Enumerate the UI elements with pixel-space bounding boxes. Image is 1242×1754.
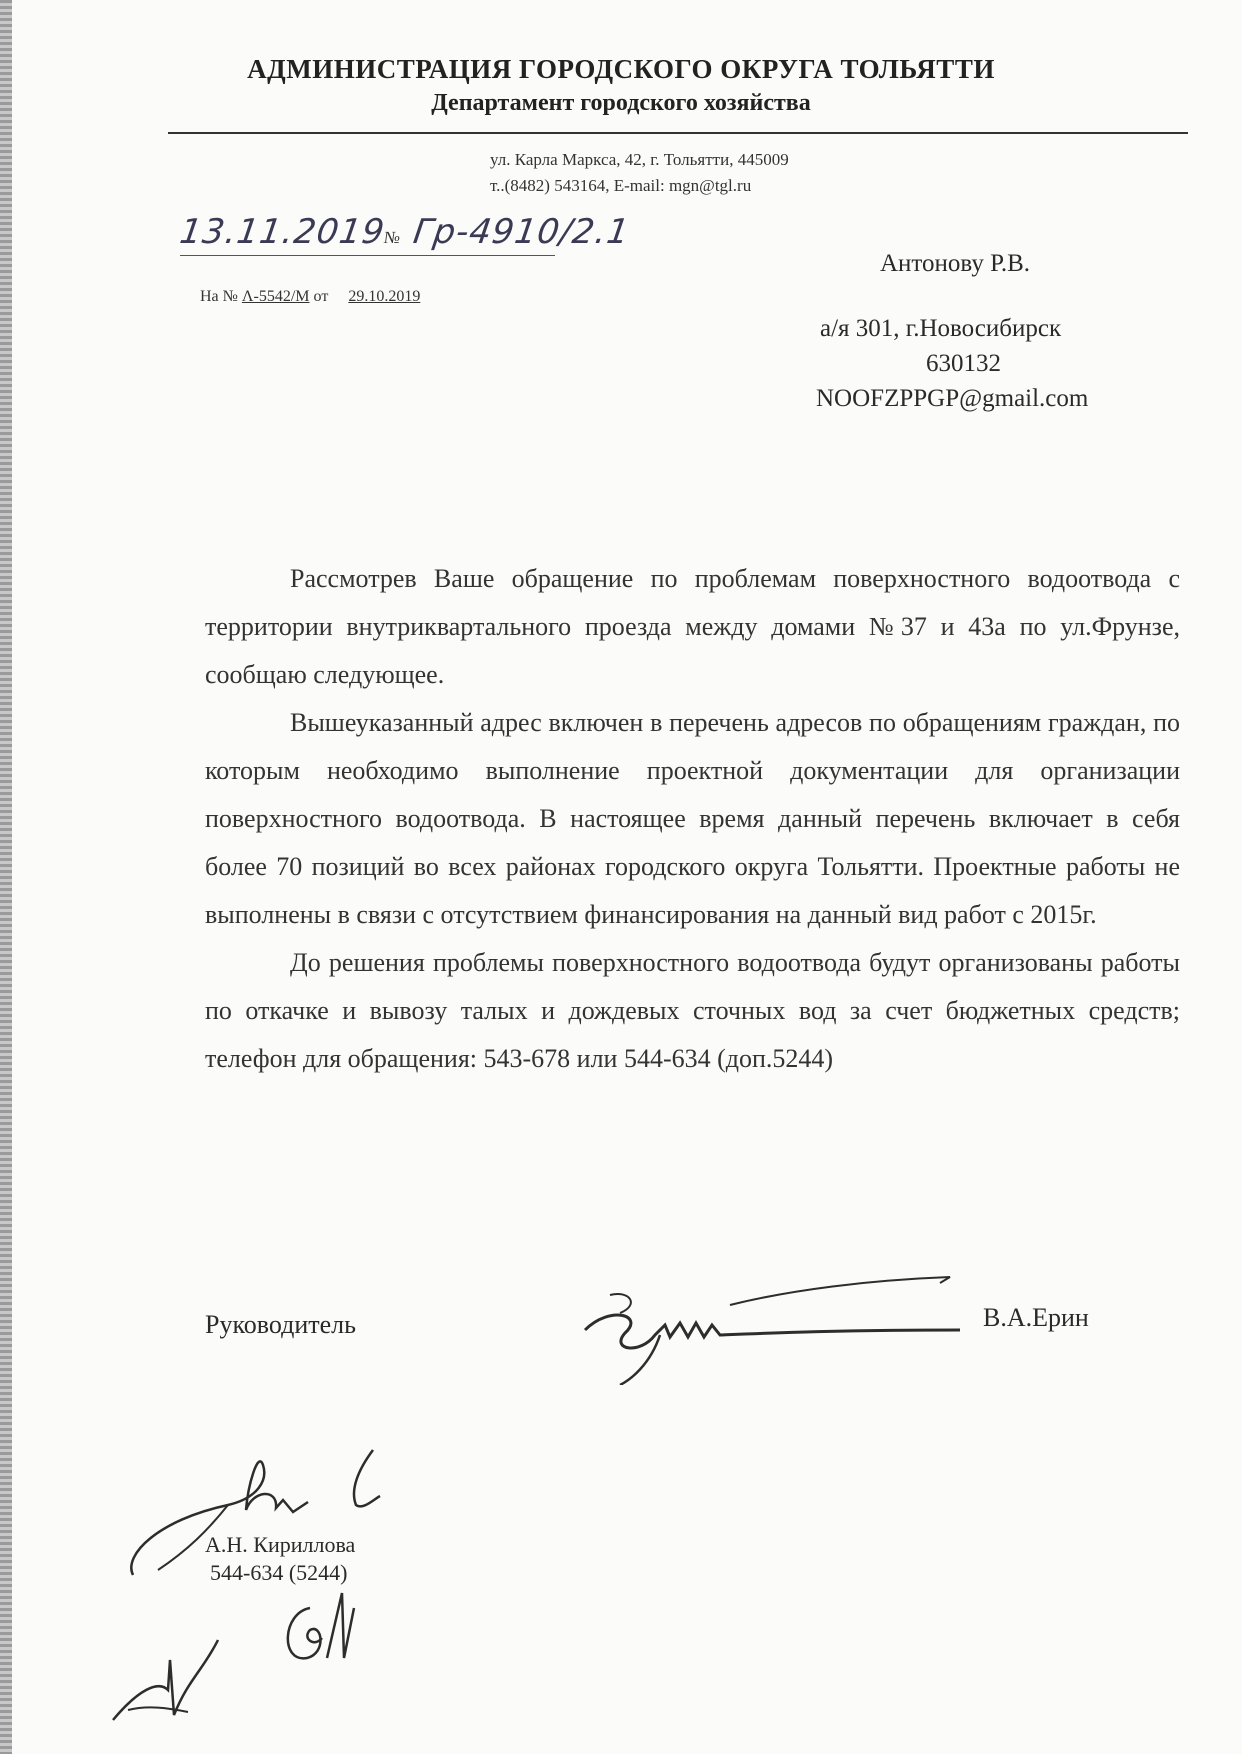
scan-edge <box>0 0 12 1754</box>
executor-name: А.Н. Кириллова <box>205 1532 356 1557</box>
letter-body <box>205 555 1180 1083</box>
outgoing-number <box>177 212 632 252</box>
body-paragraph: Рассмотрев Ваше обращение по проблемам поверхностного водоотвода с территории внутриквартального проезда между домами №37 и 43а по ул.Фрунзе, сообщаю следующее. <box>205 564 1180 689</box>
initials-mark-left <box>108 1620 228 1730</box>
recipient-name: Антонову Р.В. <box>880 250 1031 277</box>
executor-phone: 544-634 (5244) <box>210 1560 348 1585</box>
outgoing-date: 13.11.2019 <box>177 212 388 252</box>
number-sign: № <box>382 228 403 247</box>
body-paragraph: До решения проблемы поверхностного водоотвода будут организованы работы по откачке и вывозу талых и дождевых сточных вод за счет бюджетных средств; телефон для обращения: 543-678 или 544-634 (доп.5244) <box>205 948 1180 1073</box>
signatory-name: В.А.Ерин <box>983 1303 1089 1332</box>
initials-mark-right <box>272 1588 362 1678</box>
recipient-email: NOOFZPPGP@gmail.com <box>816 385 1089 412</box>
recipient-postal-code: 630132 <box>926 350 1001 377</box>
letterhead-divider <box>168 132 1188 134</box>
reference-from: от <box>313 288 329 305</box>
sender-contacts: т..(8482) 543164, E-mail: mgn@tgl.ru <box>490 176 752 195</box>
sender-address: ул. Карла Маркса, 42, г. Тольятти, 445009 <box>490 150 789 169</box>
recipient-address: а/я 301, г.Новосибирск <box>820 315 1062 342</box>
organization-title: АДМИНИСТРАЦИЯ ГОРОДСКОГО ОКРУГА ТОЛЬЯТТИ <box>247 54 995 84</box>
reference-line <box>200 288 420 306</box>
department-title: Департамент городского хозяйства <box>431 90 811 116</box>
signatory-position: Руководитель <box>205 1310 356 1339</box>
outgoing-reg-number: Гр-4910/2.1 <box>410 212 633 252</box>
body-paragraph: Вышеуказанный адрес включен в перечень адресов по обращениям граждан, по которым необходимо выполнение проектной документации для организации поверхностного водоотвода. В настоящее время данный перечень включает в себя более 70 позиций во всех районах городского округа Тольятти. Проектные работы не выполнены в связи с отсутствием финансирования на данный вид работ с 2015г. <box>205 708 1180 929</box>
reference-date: 29.10.2019 <box>348 288 421 305</box>
reference-prefix: На № <box>200 288 238 305</box>
signature-main <box>570 1235 970 1385</box>
reference-number: Λ-5542/М <box>241 288 310 305</box>
outgoing-number-underline <box>180 255 555 256</box>
